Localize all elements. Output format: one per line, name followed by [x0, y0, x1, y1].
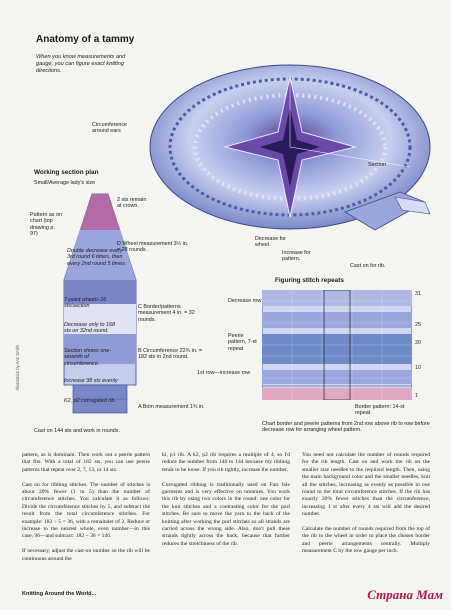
label-border-pattern: Border pattern: 14-st repeat [355, 404, 405, 417]
label-two-sts: 2 sts remain at crown. [117, 197, 147, 210]
label-seven-point: 7-point wheels 26 sts/section [64, 297, 107, 310]
label-brim: A Brim measurement 1¾ in. [138, 404, 205, 410]
label-decrease-row: Decrease row [228, 298, 262, 304]
body-column-2: kl, p1 rib. A k2, p2 rib requires a multiple of 4, so I'd reduce the number from 146 to 144 because my ribbing tends to be loose. If you rib tightly, increase the number. Corrugated ribbing is traditionally used on Fair Isle garments and is very effective on tammies. You work this rib by using two colors in the round: one color for the knit stitches and a contrasting color for the purl stitches. Be sure to move the yarn to the back of the knitting after working the purl stitches so all strands are carried across the wrong side. Also, don't pull these strands tightly across the back, because that further reduces the stretchiness of the rib. [162, 452, 290, 547]
label-circumference-ears: Circumference around ears [92, 122, 128, 135]
label-k2p2: K2, p2 corrugated rib. [64, 398, 116, 404]
label-cast-on-rib: Cast on for rib. [350, 263, 386, 269]
section-plan-size: Small/Average lady's size [34, 180, 96, 186]
label-peerie: Peerie pattern, 7-st repeat [228, 333, 257, 352]
label-section-seventh: Section shows one-seventh of circumference. [64, 348, 112, 367]
stitch-chart [262, 290, 412, 400]
label-decrease-wheel: Decrease for wheel. [255, 236, 286, 249]
label-decrease-168: Decrease only to 168 sts on 32nd round. [64, 322, 115, 335]
body-column-1: pattern, as is dominant. Then work out a peerie pattern that fits. With a total of 182 sts, you can use peerie patterns that repeat over 2, 7, 13, or 14 sts. Cast on for ribbing stitches. The number of stitches is about 20% fewer (1 in 5) than the number of circumference stitches. You calculate it as follows: Divide the circumference stitches by 5, and subtract the result from the total circumference stitches. For example: 182 ÷ 5 = 36, with a remainder of 2. Reduce or increase to the nearest whole, even number—in this case, 36—and subtract: 182 − 36 = 146. If necessary, adjust the cast-on number so the rib will be continuous around the [22, 452, 150, 562]
label-increase-pattern: Increase for pattern. [282, 250, 311, 263]
intro-text: When you know measurements and gauge, you can figure exact knitting directions. [36, 54, 126, 74]
label-wheel-measure: D Wheel measurement 3½ in. = 28 rounds. [117, 241, 189, 254]
row-31: 31 [415, 291, 421, 297]
page-footer: Knitting Around the World... [22, 591, 97, 597]
row-10: 10 [415, 365, 421, 371]
section-plan-title: Working section plan [34, 169, 99, 176]
label-increase-38: Increase 38 sts evenly [64, 378, 118, 384]
label-first-row: 1st row—increase row [197, 370, 251, 376]
chart-title: Figuring stitch repeats [275, 277, 344, 284]
watermark-logo: Страна Мам [367, 587, 443, 602]
label-circumference-b: B Circumference 22¾ in. = 182 sts in 2nd round. [138, 348, 202, 361]
body-column-3: You need not calculate the number of rounds required for the rib length. Cast on and work the rib on the smaller size needles to the required length. Then, using the main background color and the smaller needles, knit all the stitches, increasing as evenly as possible in one round to the total circumference stitches. If the rib has exactly 20% fewer stitches than the circumference, increasing 1 st after every 4 sts will add the desired number. Calculate the number of rounds required from the top of the rib to the wheel in order to place the chosen border and peerie arrangements centrally. Multiply measurement C by the row gauge per inch. [302, 452, 430, 555]
label-pattern-chart: Pattern as on chart (top drawing p. 97) [30, 212, 63, 238]
chart-caption: Chart border and peerie patterns from 2nd row above rib to row before decrease row for arranging wheel pattern. [262, 421, 430, 434]
label-border-measure: C Border/patterns measurement 4 in. = 32 rounds. [138, 304, 195, 323]
row-1: 1 [415, 393, 418, 399]
row-25: 25 [415, 322, 421, 328]
label-section: Section [368, 162, 386, 168]
label-double-decrease: Double decrease every 3rd round 6 times, then every 2nd round 5 times. [67, 248, 127, 267]
label-cast-on-144: Cast on 144 sts and work in rounds. [34, 428, 120, 434]
page-title: Anatomy of a tammy [36, 34, 135, 45]
illustration-credit: Illustration by Ann Smith [15, 345, 20, 390]
row-20: 20 [415, 340, 421, 346]
